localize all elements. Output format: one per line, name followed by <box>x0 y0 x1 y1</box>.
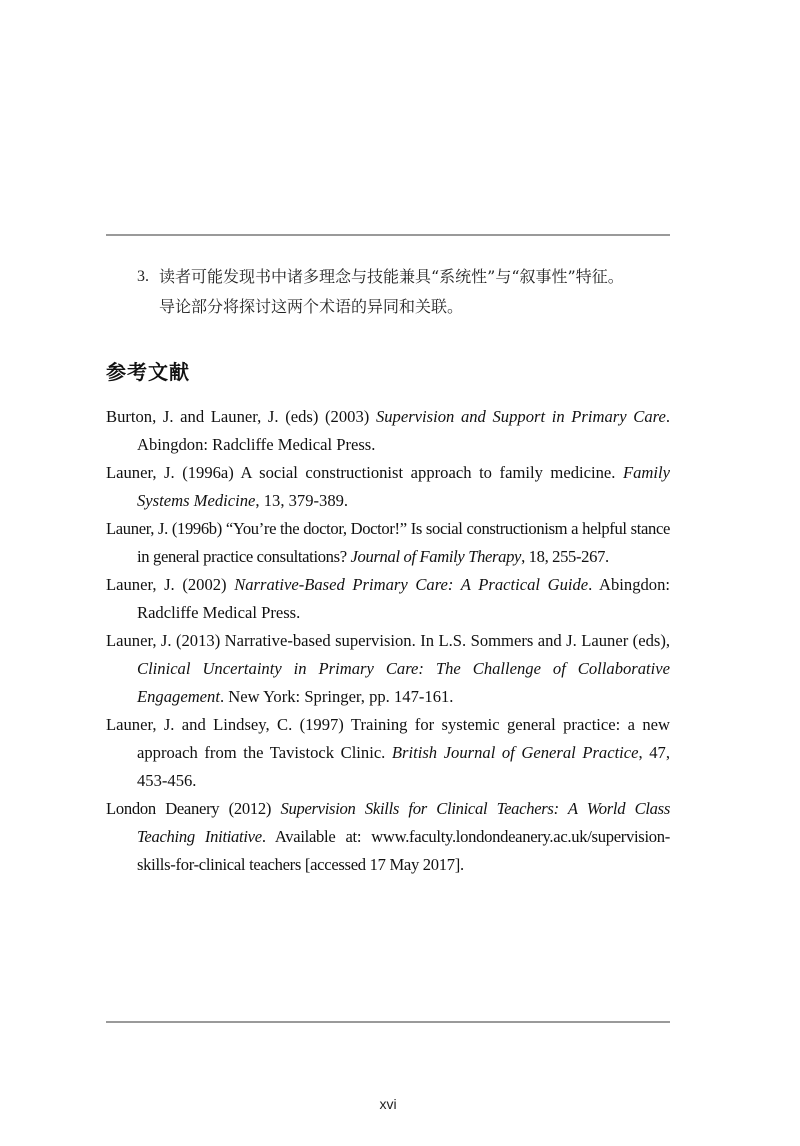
footnote-line-1: 读者可能发现书中诸多理念与技能兼具“系统性”与“叙事性”特征。 <box>159 267 624 286</box>
top-rule <box>106 234 670 236</box>
references-heading: 参考文献 <box>106 360 190 384</box>
page-number: xvi <box>379 1096 397 1112</box>
footnote-3 <box>106 262 670 322</box>
reference-item: London Deanery (2012) Supervision Skills for Clinical Teachers: A World Class Teaching Initiative. Available at: www.faculty.londondeanery.ac.uk/supervision-skills-for-clinical teachers [accessed 17 May 2017]. <box>106 799 670 874</box>
bottom-rule <box>106 1021 670 1023</box>
reference-item: Launer, J. (1996b) “You’re the doctor, Doctor!” Is social constructionism a helpful stance in general practice consultations? Journal of Family Therapy, 18, 255-267. <box>106 519 670 566</box>
footnote-number: 3. <box>137 268 149 285</box>
reference-item: Launer, J. (2013) Narrative-based supervision. In L.S. Sommers and J. Launer (eds), Clinical Uncertainty in Primary Care: The Challenge of Collaborative Engagement. New York: Springer, pp. 147-161. <box>106 631 670 706</box>
reference-item: Burton, J. and Launer, J. (eds) (2003) Supervision and Support in Primary Care. Abingdon: Radcliffe Medical Press. <box>106 407 670 454</box>
reference-item: Launer, J. (2002) Narrative-Based Primary Care: A Practical Guide. Abingdon: Radcliffe Medical Press. <box>106 575 670 622</box>
reference-item: Launer, J. (1996a) A social constructionist approach to family medicine. Family Systems Medicine, 13, 379-389. <box>106 463 670 510</box>
reference-list <box>106 403 670 879</box>
reference-item: Launer, J. and Lindsey, C. (1997) Training for systemic general practice: a new approach from the Tavistock Clinic. British Journal of General Practice, 47, 453-456. <box>106 715 670 790</box>
footnote-line-2: 导论部分将探讨这两个术语的异同和关联。 <box>159 297 464 316</box>
